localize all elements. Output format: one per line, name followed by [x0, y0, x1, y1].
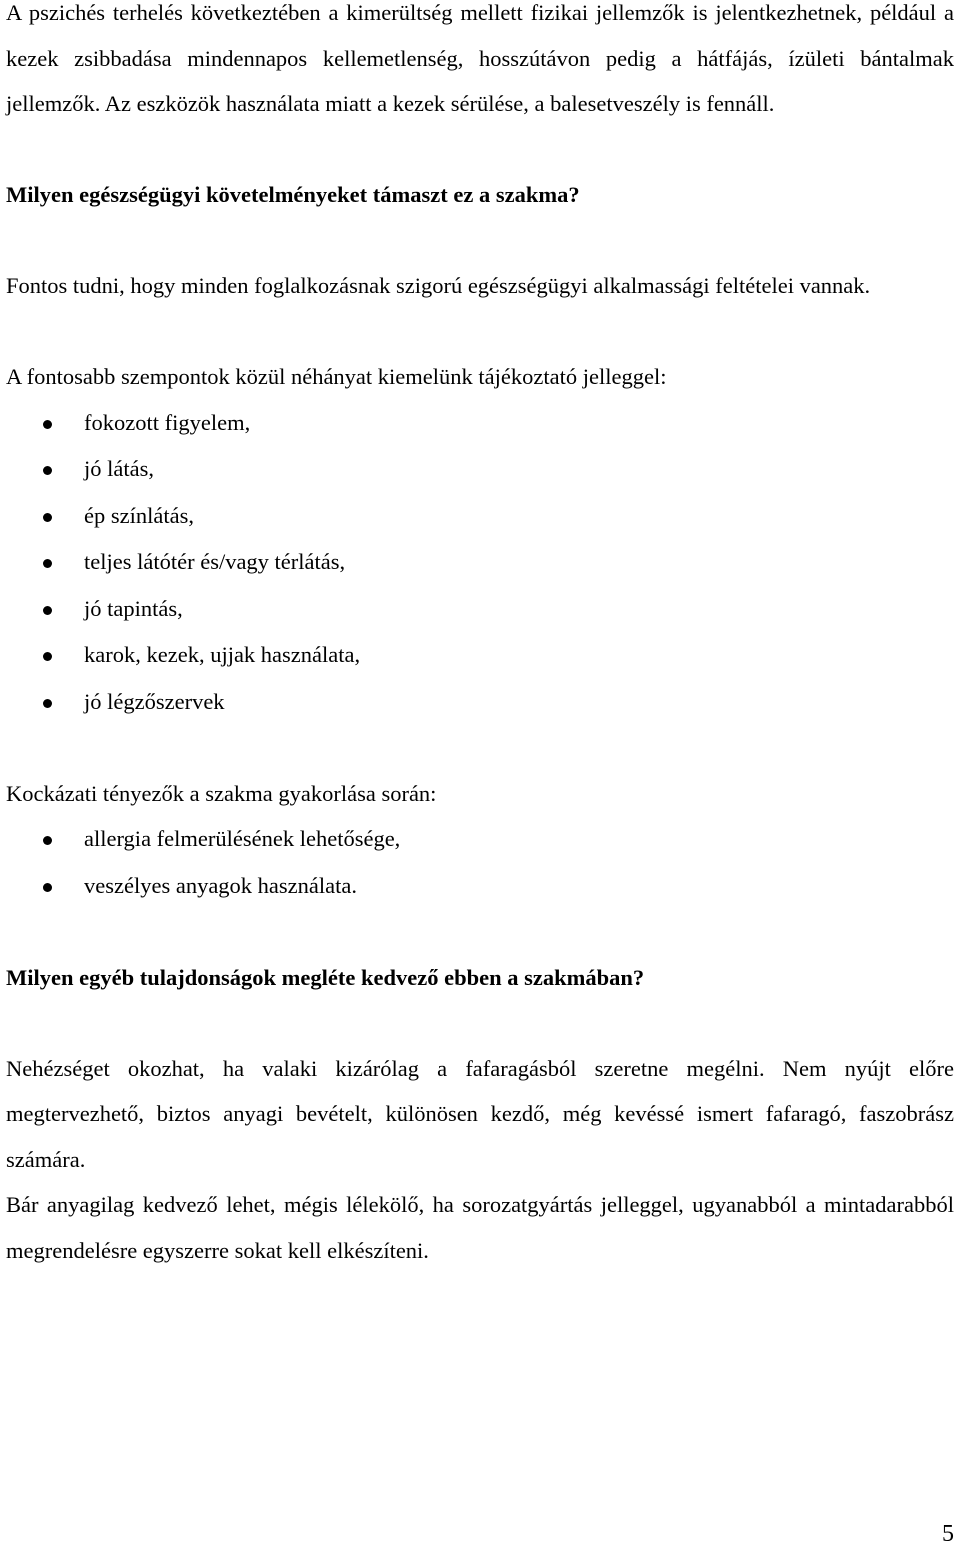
- bullet-icon: [43, 836, 52, 845]
- bullet-icon: [43, 652, 52, 661]
- list-item-text: karok, kezek, ujjak használata,: [84, 642, 361, 667]
- list-item: [6, 816, 954, 863]
- bullet-icon: [43, 513, 52, 522]
- list-item: [6, 586, 954, 633]
- list-item-text: teljes látótér és/vagy térlátás,: [84, 549, 346, 574]
- list-item-text: jó látás,: [84, 456, 154, 481]
- list-item: [6, 679, 954, 726]
- list-item-text: fokozott figyelem,: [84, 409, 251, 435]
- list-item: [6, 539, 954, 586]
- list-item-text: veszélyes anyagok használata.: [84, 872, 357, 898]
- spacer: [6, 1000, 954, 1046]
- list-item-text: ép színlátás,: [84, 502, 194, 528]
- list-item: [6, 400, 954, 447]
- bullet-icon: [43, 559, 52, 568]
- list-item: [6, 493, 954, 540]
- bullet-icon: [43, 420, 52, 429]
- list-item: [6, 446, 954, 493]
- health-paragraph: Fontos tudni, hogy minden foglalkozásnak szigorú egészségügyi alkalmassági feltételei vannak.: [6, 273, 871, 298]
- list-item: [6, 632, 954, 679]
- other-paragraph-2: Bár anyagilag kedvező lehet, mégis lélekölő, ha sorozatgyártás jelleggel, ugyanabból a mintadarabból megrendelésre egyszerre sokat kell elkészíteni.: [6, 1192, 954, 1263]
- page-number: 5: [942, 1521, 954, 1547]
- bullet-icon: [43, 466, 52, 475]
- bullet-icon: [43, 606, 52, 615]
- bullet-icon: [43, 699, 52, 708]
- spacer: [6, 909, 954, 955]
- spacer: [6, 127, 954, 173]
- list-item: [6, 863, 954, 910]
- spacer: [6, 218, 954, 264]
- intro-paragraph: A pszichés terhelés következtében a kimerültség mellett fizikai jellemzők is jelentkezhetnek, például a kezek zsibbadása mindennapos kellemetlenség, hosszútávon pedig a hátfájás, ízületi bántalmak jellemzők. Az eszközök használata miatt a kezek sérülése, a balesetveszély is fennáll.: [6, 0, 954, 116]
- document-page: [6, 0, 954, 1273]
- spacer: [6, 725, 954, 771]
- list-item-text: jó légzőszervek: [84, 688, 225, 714]
- risks-list: [6, 816, 954, 909]
- list-item-text: allergia felmerülésének lehetősége,: [84, 826, 401, 851]
- heading-health-requirements: Milyen egészségügyi követelményeket támaszt ez a szakma?: [6, 182, 580, 207]
- heading-other-qualities: Milyen egyéb tulajdonságok megléte kedvező ebben a szakmában?: [6, 964, 645, 990]
- spacer: [6, 309, 954, 355]
- aspects-intro: A fontosabb szempontok közül néhányat kiemelünk tájékoztató jelleggel:: [6, 364, 667, 389]
- other-paragraph-1: Nehézséget okozhat, ha valaki kizárólag a fafaragásból szeretne megélni. Nem nyújt előre megtervezhető, biztos anyagi bevételt, különösen kezdő, még kevéssé ismert fafaragó, faszobrász számára.: [6, 1055, 954, 1172]
- risks-intro: Kockázati tényezők a szakma gyakorlása során:: [6, 780, 437, 806]
- list-item-text: jó tapintás,: [84, 595, 183, 621]
- aspects-list: [6, 400, 954, 726]
- bullet-icon: [43, 883, 52, 892]
